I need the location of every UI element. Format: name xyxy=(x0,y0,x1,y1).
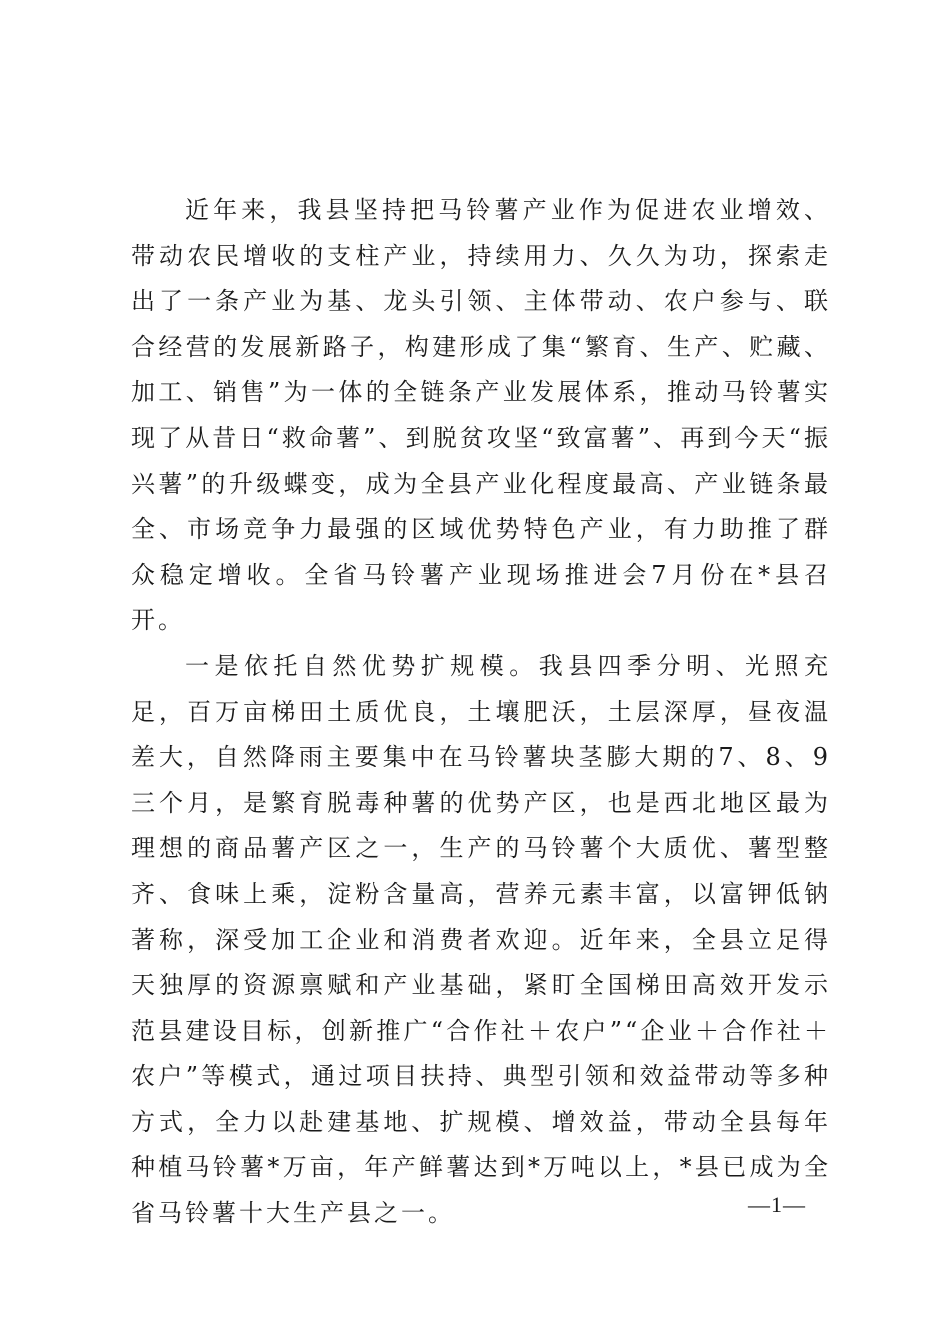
page-number: —1— xyxy=(748,1192,806,1217)
document-body xyxy=(131,188,831,1237)
paragraph-scale: 一是依托自然优势扩规模。我县四季分明、光照充足，百万亩梯田土质优良，土壤肥沃，土层深厚，昼夜温差大，自然降雨主要集中在马铃薯块茎膨大期的7、8、9三个月，是繁育脱毒种薯的优势产区，也是西北地区最为理想的商品薯产区之一，生产的马铃薯个大质优、薯型整齐、食味上乘，淀粉含量高，营养元素丰富，以富钾低钠著称，深受加工企业和消费者欢迎。近年来，全县立足得天独厚的资源禀赋和产业基础，紧盯全国梯田高效开发示范县建设目标，创新推广“合作社＋农户”“企业＋合作社＋农户”等模式，通过项目扶持、典型引领和效益带动等多种方式，全力以赴建基地、扩规模、增效益，带动全县每年种植马铃薯*万亩，年产鲜薯达到*万吨以上，*县已成为全省马铃薯十大生产县之一。 xyxy=(131,651,831,1228)
paragraph-intro: 近年来，我县坚持把马铃薯产业作为促进农业增效、带动农民增收的支柱产业，持续用力、久久为功，探索走出了一条产业为基、龙头引领、主体带动、农户参与、联合经营的发展新路子，构建形成了集“繁育、生产、贮藏、加工、销售”为一体的全链条产业发展体系，推动马铃薯实现了从昔日“救命薯”、到脱贫攻坚“致富薯”、再到今天“振兴薯”的升级蝶变，成为全县产业化程度最高、产业链条最全、市场竞争力最强的区域优势特色产业，有力助推了群众稳定增收。全省马铃薯产业现场推进会7月份在*县召开。 xyxy=(131,196,831,635)
